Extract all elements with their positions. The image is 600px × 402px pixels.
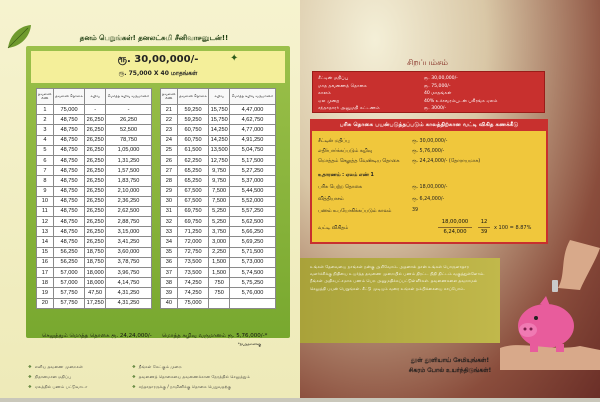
example-heading: உதாரணம் : ஏலம் எண் 1 xyxy=(318,173,374,178)
table-cell: 48,750 xyxy=(53,186,85,196)
table-cell: 2 xyxy=(37,115,54,125)
table-row xyxy=(37,176,152,186)
table-cell: 31 xyxy=(161,206,178,216)
table-cell: 3,60,000 xyxy=(106,247,152,257)
table-cell: 4 xyxy=(37,135,54,145)
table-cell: 1,31,250 xyxy=(106,155,152,165)
table-cell: 3 xyxy=(37,125,54,135)
table-cell: 56,250 xyxy=(53,257,85,267)
table-cell: 18 xyxy=(37,278,54,288)
table-cell: 26,250 xyxy=(85,176,106,186)
table-cell: 5,62,500 xyxy=(230,217,276,227)
table-cell: 16 xyxy=(37,257,54,267)
table-cell: 57,000 xyxy=(53,278,85,288)
table-row xyxy=(37,237,152,247)
header-cell: மொத்த கழிவு வருமானம் xyxy=(106,89,152,105)
table-row xyxy=(37,227,152,237)
table-cell: 5 xyxy=(37,145,54,155)
info-text: உங்கள் தேவையை நாங்கள் நன்கு அறிவோம். அதனால் தான் உங்கள் பொருளாதார வளர்ச்சிக்கு நிதியை உயர்த்த தவணை முறையில் பணம் திரட்ட நிதி திட்டம் வகுத்துள்ளோம். நீங்கள் அதிகபட்சமாக பணம் பெற அனுமதிக்கப்பட்டுள்ளீர்கள். தவணைகளை தவறாமல் செலுத்தி பயன் பெறுங்கள். சீட்டு முடியும் வரை உங்கள் நம்பிக்கையை காப்போம். xyxy=(310,264,485,291)
table-cell: 28 xyxy=(161,176,178,186)
table-cell: 4,47,000 xyxy=(230,105,276,115)
table-cell: 18,750 xyxy=(85,257,106,267)
table-cell: 5,250 xyxy=(209,206,230,216)
table-row xyxy=(37,257,152,267)
example-label: பரிசு பெற்ற தொகை xyxy=(318,185,363,190)
table-row xyxy=(37,155,152,165)
period-denominator: 39 xyxy=(480,229,488,235)
header-cell: கழிவு xyxy=(209,89,230,105)
table-cell: 1,500 xyxy=(209,268,230,278)
table-cell: 1 xyxy=(37,105,54,115)
calc-value: ரூ. 24,24,000/- (தோராயமாக) xyxy=(412,159,481,164)
table-cell: 20 xyxy=(37,298,54,308)
table-cell: 7,500 xyxy=(209,196,230,206)
table-cell: 37 xyxy=(161,268,178,278)
table-cell: 15 xyxy=(37,247,54,257)
fraction-bar xyxy=(478,227,490,228)
table-cell: - xyxy=(106,105,152,115)
table-cell: 48,750 xyxy=(53,145,85,155)
table-cell: 71,250 xyxy=(177,227,209,237)
table-cell: 47,50 xyxy=(85,288,106,298)
table-cell: 3,41,250 xyxy=(106,237,152,247)
table-cell: 72,750 xyxy=(177,247,209,257)
header-cell: தவணை எண் xyxy=(161,89,178,105)
table-cell: 26,250 xyxy=(106,115,152,125)
table-cell: 25 xyxy=(161,145,178,155)
table-cell: 5,04,750 xyxy=(230,145,276,155)
table-cell: 4,62,750 xyxy=(230,115,276,125)
table-cell: 5,57,250 xyxy=(230,206,276,216)
table-cell: 750 xyxy=(209,278,230,288)
table-cell: 1,500 xyxy=(209,257,230,267)
table-cell: 5,76,000 xyxy=(230,288,276,298)
table-cell: 60,750 xyxy=(177,135,209,145)
table-cell: 9 xyxy=(37,186,54,196)
table-cell: 13 xyxy=(37,227,54,237)
table-cell: 14,250 xyxy=(209,135,230,145)
table-cell: 5,75,250 xyxy=(230,278,276,288)
table-row xyxy=(161,227,276,237)
table-row xyxy=(161,278,276,288)
table-cell xyxy=(230,298,276,308)
table-cell: 14,250 xyxy=(209,125,230,135)
table-row xyxy=(37,278,152,288)
table-cell: 62,250 xyxy=(177,155,209,165)
table-cell: 52,500 xyxy=(106,125,152,135)
calc-label: மொத்தம் செலுத்த வேண்டிய தொகை xyxy=(318,159,400,164)
example-value: ரூ. 18,00,000/- xyxy=(412,185,448,190)
table-cell: 2,250 xyxy=(209,247,230,257)
table-row xyxy=(161,298,276,308)
rate-result: x 100 = 8.87% xyxy=(494,225,532,231)
table-cell: 4,31,250 xyxy=(106,288,152,298)
table-cell: 26,250 xyxy=(85,227,106,237)
table-cell: 65,250 xyxy=(177,166,209,176)
installment-table-right xyxy=(160,88,276,309)
table-row xyxy=(161,105,276,115)
table-cell: 2,36,250 xyxy=(106,196,152,206)
table-header-row xyxy=(37,89,152,105)
table-cell: 12,750 xyxy=(209,155,230,165)
table-cell: 3,96,750 xyxy=(106,268,152,278)
table-row xyxy=(37,125,152,135)
table-cell: 69,750 xyxy=(177,217,209,227)
table-row xyxy=(37,105,152,115)
table-cell: 1,83,750 xyxy=(106,176,152,186)
table-cell: 48,750 xyxy=(53,125,85,135)
table-cell: 67,500 xyxy=(177,196,209,206)
table-cell: 60,750 xyxy=(177,125,209,135)
table-cell: 26,250 xyxy=(85,196,106,206)
table-cell: 48,750 xyxy=(53,176,85,186)
table-row xyxy=(37,217,152,227)
table-row xyxy=(161,257,276,267)
table-row xyxy=(37,288,152,298)
slogan-line-2: சிகரம் போல் உயர்ந்திடுங்கள்! xyxy=(408,367,492,374)
table-cell: 4,31,250 xyxy=(106,298,152,308)
rate-label: வட்டி விகிதம் xyxy=(318,226,349,231)
calc-label: சீட்டின் மதிப்பு xyxy=(318,139,350,144)
table-cell: 26,250 xyxy=(85,135,106,145)
table-cell: 26,250 xyxy=(85,155,106,165)
table-row xyxy=(161,217,276,227)
table-cell: 26,250 xyxy=(85,206,106,216)
table-cell: 17,250 xyxy=(85,298,106,308)
table-row xyxy=(161,155,276,165)
chit-amount: ரூ. 30,00,000/- xyxy=(117,54,199,65)
table-cell: 34 xyxy=(161,237,178,247)
header-cell: தவணை தொகை xyxy=(53,89,85,105)
table-cell: 29 xyxy=(161,186,178,196)
table-row xyxy=(161,166,276,176)
table-cell: 48,750 xyxy=(53,135,85,145)
rate-denominator: 6,24,000 xyxy=(443,229,467,235)
rate-numerator: 18,00,000 xyxy=(441,219,469,225)
table-cell: 26,250 xyxy=(85,125,106,135)
table-cell: 73,500 xyxy=(177,268,209,278)
feature-label: காலம் xyxy=(318,91,331,96)
table-cell: 59,250 xyxy=(177,115,209,125)
table-row xyxy=(161,206,276,216)
table-row xyxy=(37,298,152,308)
calc-label: எதிர்பார்க்கப்படும் கழிவு xyxy=(318,149,373,154)
table-row xyxy=(161,145,276,155)
table-cell: 8 xyxy=(37,176,54,186)
total-paid: செலுத்தும் மொத்த தொகை ரூ. 24,24,000/- xyxy=(42,333,152,339)
feature-label: சந்தாதாரர் அனுமதி கட்டணம் xyxy=(318,106,380,111)
example-label: வித்தியாசம் xyxy=(318,197,344,202)
table-cell: 26,250 xyxy=(85,186,106,196)
table-cell: 74,250 xyxy=(177,278,209,288)
table-cell: 74,250 xyxy=(177,288,209,298)
table-row xyxy=(37,186,152,196)
table-cell: 24 xyxy=(161,135,178,145)
table-cell: 26,250 xyxy=(85,145,106,155)
table-cell: 69,750 xyxy=(177,206,209,216)
table-cell: 9,750 xyxy=(209,166,230,176)
table-cell: 7 xyxy=(37,166,54,176)
table-cell: 10 xyxy=(37,196,54,206)
table-cell: 2,88,750 xyxy=(106,217,152,227)
feature-label: சீட்டின் மதிப்பு xyxy=(318,76,349,81)
table-cell: 3,78,750 xyxy=(106,257,152,267)
table-cell: 12 xyxy=(37,217,54,227)
period-numerator: 12 xyxy=(480,219,488,225)
table-row xyxy=(37,196,152,206)
table-cell: 26,250 xyxy=(85,115,106,125)
table-cell: 73,500 xyxy=(177,257,209,267)
table-cell: 39 xyxy=(161,288,178,298)
bullet-item: ❖ எளிய தவணை முறைகள் xyxy=(28,364,83,370)
table-cell: 5,74,500 xyxy=(230,268,276,278)
piggy-bank-icon xyxy=(500,240,600,370)
table-row xyxy=(161,247,276,257)
table-cell: 2,10,000 xyxy=(106,186,152,196)
table-cell: 18,000 xyxy=(85,278,106,288)
table-cell: 26,250 xyxy=(85,237,106,247)
table-cell: 59,250 xyxy=(177,105,209,115)
table-row xyxy=(161,176,276,186)
example-label: பணம் உபயோகிக்கப்படும் காலம் xyxy=(318,209,392,214)
table-row xyxy=(161,135,276,145)
calc-value: ரூ. 30,00,000/- xyxy=(412,139,448,144)
table-cell: 5,37,000 xyxy=(230,176,276,186)
bullet-item: ❖ தவணைத் தொகையை தவணைக்கான நேரத்தில் செலுத்தும் xyxy=(132,374,250,380)
feature-value: ரூ. 75,000/- xyxy=(424,83,451,89)
table-row xyxy=(161,268,276,278)
table-cell: 26 xyxy=(161,155,178,165)
table-cell: 5,17,500 xyxy=(230,155,276,165)
bullet-item: ❖ சந்தாதாரருக்கு / நாமினிக்கு தொகை பெறுவதற்கு xyxy=(132,384,231,390)
table-cell: 48,750 xyxy=(53,196,85,206)
table-cell: 78,750 xyxy=(106,135,152,145)
table-cell: 61,500 xyxy=(177,145,209,155)
table-cell: 19 xyxy=(37,288,54,298)
table-cell: 33 xyxy=(161,227,178,237)
table-cell: 26,250 xyxy=(85,166,106,176)
feature-value: ரூ. 3000/- xyxy=(424,106,447,111)
table-cell: 22 xyxy=(161,115,178,125)
table-cell: 36 xyxy=(161,257,178,267)
feature-label: மாத தவணைத் தொகை xyxy=(318,83,367,89)
table-cell: 72,000 xyxy=(177,237,209,247)
table-row xyxy=(37,268,152,278)
feature-value: 40 மாதங்கள் xyxy=(424,91,452,96)
table-cell: 67,500 xyxy=(177,186,209,196)
table-row xyxy=(161,125,276,135)
table-cell: 5,73,000 xyxy=(230,257,276,267)
installment-table-left xyxy=(36,88,152,309)
table-cell: 3,000 xyxy=(209,237,230,247)
chit-breakdown: ரூ. 75,000 X 40 மாதங்கள் xyxy=(118,70,198,77)
bullet-item: ❖ நீங்கள் கேட்கும் முறை xyxy=(132,364,182,370)
table-cell: 40 xyxy=(161,298,178,308)
table-cell: 38 xyxy=(161,278,178,288)
table-cell: 5,69,250 xyxy=(230,237,276,247)
table-cell: 57,000 xyxy=(53,268,85,278)
table-cell: 35 xyxy=(161,247,178,257)
table-cell: 5,27,250 xyxy=(230,166,276,176)
table-cell: 13,500 xyxy=(209,145,230,155)
calc-value: ரூ. 5,76,000/- xyxy=(412,149,445,154)
example-value: 39 xyxy=(412,208,419,213)
table-row xyxy=(37,166,152,176)
table-cell: 15,750 xyxy=(209,115,230,125)
table-cell: 17 xyxy=(37,268,54,278)
table-cell: 5,66,250 xyxy=(230,227,276,237)
table-row xyxy=(161,288,276,298)
table-cell: 3,15,000 xyxy=(106,227,152,237)
table-cell: 48,750 xyxy=(53,155,85,165)
table-cell: 11 xyxy=(37,206,54,216)
table-cell: 26,250 xyxy=(85,217,106,227)
example-value: ரூ. 6,24,000/- xyxy=(412,197,445,202)
table-row xyxy=(161,186,276,196)
scan-edge-bottom xyxy=(0,398,600,402)
features-title: சிறப்பம்சம் xyxy=(407,58,448,67)
table-header-row xyxy=(161,89,276,105)
table-cell: 23 xyxy=(161,125,178,135)
table-cell: - xyxy=(85,105,106,115)
table-cell: 48,750 xyxy=(53,115,85,125)
table-cell: 4,77,000 xyxy=(230,125,276,135)
table-row xyxy=(37,206,152,216)
table-cell: 1,57,500 xyxy=(106,166,152,176)
header-cell: மொத்த கழிவு வருமானம் xyxy=(230,89,276,105)
feature-value: 40% உச்சவரம்புடன் பகிரங்க ஏலம் xyxy=(424,98,498,104)
left-title: தனம் பெறுங்கள்! தனலட்சுமி சீனிவாசனுடன்!! xyxy=(79,34,229,42)
table-cell xyxy=(209,298,230,308)
table-cell: 18,750 xyxy=(85,247,106,257)
table-cell: 21 xyxy=(161,105,178,115)
table-row xyxy=(161,196,276,206)
table-cell: 5,52,000 xyxy=(230,196,276,206)
table-row xyxy=(37,115,152,125)
table-cell: 750 xyxy=(209,288,230,298)
table-cell: 14 xyxy=(37,237,54,247)
table-cell: 30 xyxy=(161,196,178,206)
total-commission: மொத்த கழிவு வருமானம் ரூ. 5,76,000/-* xyxy=(162,333,268,339)
table-row xyxy=(161,237,276,247)
fraction-bar xyxy=(438,227,472,228)
table-row xyxy=(37,247,152,257)
table-cell: 75,000 xyxy=(53,105,85,115)
table-cell: 32 xyxy=(161,217,178,227)
table-cell: 65,250 xyxy=(177,176,209,186)
table-cell: 18,000 xyxy=(85,268,106,278)
bullet-item: ❖ நிதானமான மதிப்பு xyxy=(28,374,71,380)
table-cell: 5,71,500 xyxy=(230,247,276,257)
table-cell: 48,750 xyxy=(53,227,85,237)
table-cell: 4,14,750 xyxy=(106,278,152,288)
table-cell: 15,750 xyxy=(209,105,230,115)
table-row xyxy=(161,115,276,125)
header-cell: கழிவு xyxy=(85,89,106,105)
table-cell: 5,250 xyxy=(209,217,230,227)
table-cell: 2,62,500 xyxy=(106,206,152,216)
table-cell: 48,750 xyxy=(53,206,85,216)
bullet-item: ❖ ஏலத்தில் பணம் பட்டுவாடா xyxy=(28,384,88,390)
table-cell: 1,05,000 xyxy=(106,145,152,155)
table-cell: 5,44,500 xyxy=(230,186,276,196)
bird-icon: ✦ xyxy=(230,53,239,64)
slogan-line-1: தூள் தூளியாய் சேமியுங்கள்! xyxy=(410,357,490,364)
feature-value: ரூ. 30,00,000/- xyxy=(424,76,458,81)
table-cell: 4,91,250 xyxy=(230,135,276,145)
header-cell: தவணை தொகை xyxy=(177,89,209,105)
table-cell: 48,750 xyxy=(53,237,85,247)
table-cell: 7,500 xyxy=(209,186,230,196)
table-cell: 56,250 xyxy=(53,247,85,257)
feature-label: ஏல முறை xyxy=(318,98,340,104)
table-cell: 75,000 xyxy=(177,298,209,308)
table-cell: 57,750 xyxy=(53,288,85,298)
table-row xyxy=(37,135,152,145)
table-cell: 9,750 xyxy=(209,176,230,186)
table-row xyxy=(37,145,152,155)
table-cell: 6 xyxy=(37,155,54,165)
table-cell: 57,750 xyxy=(53,298,85,308)
table-cell: 3,750 xyxy=(209,227,230,237)
table-cell: 27 xyxy=(161,166,178,176)
header-cell: தவணை எண் xyxy=(37,89,54,105)
calculation-title: பரிசு தொகை பயன்படுத்தப்படும் காலத்திற்கான வட்டி விகித கணக்கீடு xyxy=(312,120,546,131)
table-cell: 48,750 xyxy=(53,217,85,227)
footnote: *நிபந்தனைக்கு xyxy=(238,342,262,346)
table-cell: 48,750 xyxy=(53,166,85,176)
